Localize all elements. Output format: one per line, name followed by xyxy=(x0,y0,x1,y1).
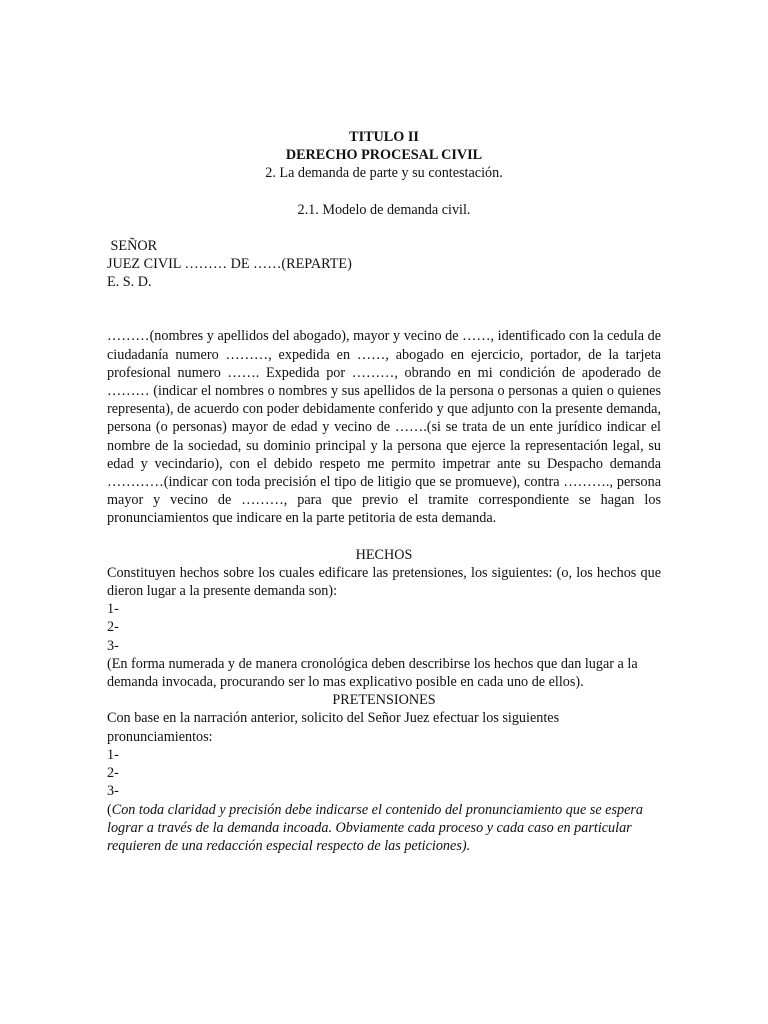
pretensiones-item-3: 3- xyxy=(107,783,119,800)
hechos-item-1: 1- xyxy=(107,601,119,618)
hechos-heading: HECHOS xyxy=(355,546,413,563)
pretensiones-item-2: 2- xyxy=(107,765,119,782)
pretensiones-item-1: 1- xyxy=(107,746,119,763)
hechos-item-2: 2- xyxy=(107,619,119,636)
section-heading: 2. La demanda de parte y su contestación. xyxy=(265,165,503,182)
pretensiones-heading: PRETENSIONES xyxy=(332,692,436,709)
document-page xyxy=(107,128,661,855)
hechos-item-3: 3- xyxy=(107,637,119,654)
addressee-line-juez: JUEZ CIVIL ……… DE ……(REPARTE) xyxy=(107,256,352,273)
addressee-block xyxy=(107,237,661,292)
hechos-note: (En forma numerada y de manera cronológica deben describirse los hechos que dan lugar a la demanda invocada, procurando ser lo mas explicativo posible en cada uno de ellos). xyxy=(107,655,638,691)
title-block xyxy=(107,128,661,219)
intro-paragraph: ………(nombres y apellidos del abogado), mayor y vecino de ……, identificado con la cedula de ciudadanía numero ………, expedida en ……, abogado en ejercicio, portador, de la tarjeta profesional numero ……. Expedida por ………, obrando en mi condición de apoderado de ……… (indicar el nombres o nombres y sus apellidos de la persona o personas a quien o quienes representa), de acuerdo con poder debidamente conferido y que adjunto con la presente demanda, persona (o personas) mayor de edad y vecino de …….(si se trata de un ente jurídico indicar el nombre de la sociedad, su dominio principal y la persona que ejerce la representación legal, su edad y vecindario), con el debido respeto me permito impetrar ante su Despacho demanda …………(indicar con toda precisión el tipo de litigio que se promueve), contra ………., persona mayor y vecino de ………, para que previo el tramite correspondiente se hagan los pronunciamientos que indicare en la parte petitoria de esta demanda. xyxy=(107,328,661,527)
subsection-heading: 2.1. Modelo de demanda civil. xyxy=(297,201,471,218)
pretensiones-note-paren: ( xyxy=(107,801,112,818)
addressee-line-senor: SEÑOR xyxy=(107,237,158,254)
document-title: TITULO II xyxy=(349,129,419,145)
pretensiones-note xyxy=(107,801,661,856)
document-subtitle: DERECHO PROCESAL CIVIL xyxy=(285,147,483,164)
hechos-intro: Constituyen hechos sobre los cuales edificare las pretensiones, los siguientes: (o, los hechos que dieron lugar a la presente demanda son): xyxy=(107,564,661,600)
pretensiones-note-text: Con toda claridad y precisión debe indicarse el contenido del pronunciamiento que se espera lograr a través de la demanda incoada. Obviamente cada proceso y cada caso en particular requieren de una redacción especial respecto de las peticiones). xyxy=(107,801,644,854)
pretensiones-intro: Con base en la narración anterior, solicito del Señor Juez efectuar los siguientes pronunciamientos: xyxy=(107,710,560,745)
addressee-line-esd: E. S. D. xyxy=(107,274,152,291)
